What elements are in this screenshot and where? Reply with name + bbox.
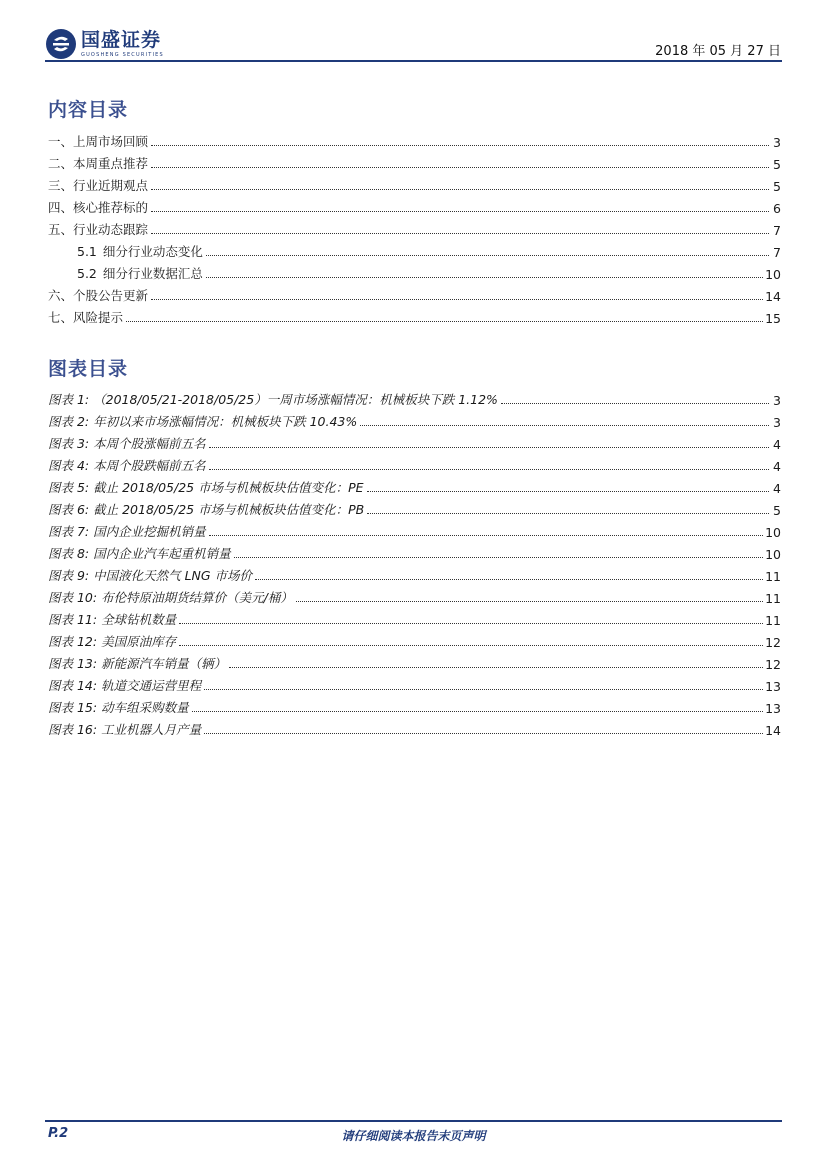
toc-page-number: 4 [773,459,781,474]
content-toc-entry[interactable] [48,216,781,238]
figure-toc-entry[interactable] [48,386,781,408]
toc-page-number: 6 [773,201,781,216]
toc-entry-label: 图表 2: 年初以来市场涨幅情况：机械板块下跌 10.43% [48,414,358,429]
toc-entry-label: 图表 3: 本周个股涨幅前五名 [48,436,206,451]
toc-page-number: 5 [773,179,781,194]
toc-entry-label: 图表 1: （2018/05/21-2018/05/25）一周市场涨幅情况：机械板块下跌 1.12% [48,392,498,407]
toc-page-number: 11 [765,591,781,606]
toc-page-number: 13 [765,679,781,694]
content-toc-title: 内容目录 [48,99,129,121]
figure-toc-entry[interactable] [48,518,781,540]
toc-leader-dots [255,578,763,580]
guosheng-logo-icon [45,28,77,60]
toc-leader-dots [209,468,769,470]
toc-page-number: 13 [765,701,781,716]
figure-toc-title: 图表目录 [48,358,129,380]
toc-page-number: 12 [765,657,781,672]
toc-entry-label: 四、核心推荐标的 [48,200,149,215]
footer-divider [45,1120,782,1122]
figure-toc [48,386,781,738]
toc-leader-dots [367,512,769,514]
toc-leader-dots [151,188,769,190]
report-date: 2018 年 05 月 27 日 [655,44,781,59]
company-name-en: GUOSHENG SECURITIES [81,52,164,58]
toc-page-number: 11 [765,613,781,628]
toc-entry-text: 细分行业数据汇总 [102,266,203,281]
toc-page-number: 7 [773,223,781,238]
toc-page-number: 15 [765,311,781,326]
toc-entry-label: 图表 7: 国内企业挖掘机销量 [48,524,206,539]
content-toc-entry[interactable] [48,150,781,172]
content-toc-entry[interactable] [48,282,781,304]
toc-entry-label [77,242,203,260]
toc-leader-dots [296,600,763,602]
toc-entry-label: 图表 16: 工业机器人月产量 [48,722,202,737]
toc-entry-label: 图表 4: 本周个股跌幅前五名 [48,458,206,473]
toc-leader-dots [206,254,769,256]
toc-page-number: 3 [773,393,781,408]
toc-entry-label: 图表 13: 新能源汽车销量（辆） [48,656,227,671]
company-logo [45,24,164,64]
figure-toc-entry[interactable] [48,496,781,518]
page-number: P.2 [48,1126,69,1141]
content-toc-entry[interactable] [48,172,781,194]
toc-page-number: 11 [765,569,781,584]
toc-leader-dots [204,732,763,734]
toc-entry-label: 三、行业近期观点 [48,178,149,193]
content-toc-entry[interactable] [48,260,781,282]
toc-leader-dots [204,688,763,690]
toc-leader-dots [360,424,769,426]
toc-entry-label: 图表 14: 轨道交通运营里程 [48,678,202,693]
toc-entry-label: 二、本周重点推荐 [48,156,149,171]
figure-toc-entry[interactable] [48,540,781,562]
toc-entry-text: 细分行业动态变化 [102,244,203,259]
toc-page-number: 7 [773,245,781,260]
toc-page-number: 12 [765,635,781,650]
toc-entry-label: 七、风险提示 [48,310,124,325]
figure-toc-entry[interactable] [48,628,781,650]
toc-page-number: 10 [765,267,781,282]
toc-page-number: 5 [773,503,781,518]
figure-toc-entry[interactable] [48,606,781,628]
toc-leader-dots [179,622,763,624]
toc-leader-dots [206,276,763,278]
toc-leader-dots [367,490,769,492]
toc-entry-label: 图表 8: 国内企业汽车起重机销量 [48,546,231,561]
toc-leader-dots [501,402,769,404]
toc-entry-label: 五、行业动态跟踪 [48,222,149,237]
toc-entry-label: 图表 6: 截止 2018/05/25 市场与机械板块估值变化：PB [48,502,365,517]
toc-page-number: 10 [765,547,781,562]
toc-leader-dots [209,446,769,448]
toc-entry-label: 图表 10: 布伦特原油期货结算价（美元/桶） [48,590,293,605]
toc-page-number: 4 [773,481,781,496]
toc-entry-label: 图表 11: 全球钻机数量 [48,612,177,627]
content-toc-entry[interactable] [48,194,781,216]
figure-toc-entry[interactable] [48,716,781,738]
header-divider [45,60,782,62]
content-toc-entry[interactable] [48,304,781,326]
toc-entry-label [77,264,203,282]
figure-toc-entry[interactable] [48,408,781,430]
toc-leader-dots [126,320,763,322]
toc-leader-dots [192,710,764,712]
toc-leader-dots [151,166,769,168]
toc-page-number: 14 [765,723,781,738]
figure-toc-entry[interactable] [48,562,781,584]
toc-page-number: 10 [765,525,781,540]
toc-leader-dots [179,644,763,646]
content-toc-entry[interactable] [48,128,781,150]
toc-page-number: 14 [765,289,781,304]
toc-entry-label: 图表 9: 中国液化天然气 LNG 市场价 [48,568,253,583]
toc-entry-label: 图表 15: 动车组采购数量 [48,700,189,715]
figure-toc-entry[interactable] [48,672,781,694]
toc-entry-label: 六、个股公告更新 [48,288,149,303]
figure-toc-entry[interactable] [48,650,781,672]
toc-page-number: 4 [773,437,781,452]
content-toc [48,128,781,326]
toc-entry-label: 图表 5: 截止 2018/05/25 市场与机械板块估值变化：PE [48,480,364,495]
figure-toc-entry[interactable] [48,584,781,606]
figure-toc-entry[interactable] [48,474,781,496]
figure-toc-entry[interactable] [48,452,781,474]
toc-leader-dots [151,232,769,234]
toc-leader-dots [234,556,763,558]
toc-entry-label: 一、上周市场回顾 [48,134,149,149]
toc-leader-dots [151,298,763,300]
figure-toc-entry[interactable] [48,694,781,716]
footer-disclaimer: 请仔细阅读本报告末页声明 [341,1129,486,1143]
toc-page-number: 3 [773,135,781,150]
toc-leader-dots [209,534,763,536]
toc-leader-dots [229,666,763,668]
toc-entry-number: 5.2 [77,266,97,281]
figure-toc-entry[interactable] [48,430,781,452]
toc-page-number: 5 [773,157,781,172]
toc-leader-dots [151,210,769,212]
content-toc-entry[interactable] [48,238,781,260]
company-name: 国盛证券 [81,29,162,51]
toc-page-number: 3 [773,415,781,430]
toc-entry-label: 图表 12: 美国原油库存 [48,634,177,649]
toc-entry-number: 5.1 [77,244,97,259]
toc-leader-dots [151,144,769,146]
